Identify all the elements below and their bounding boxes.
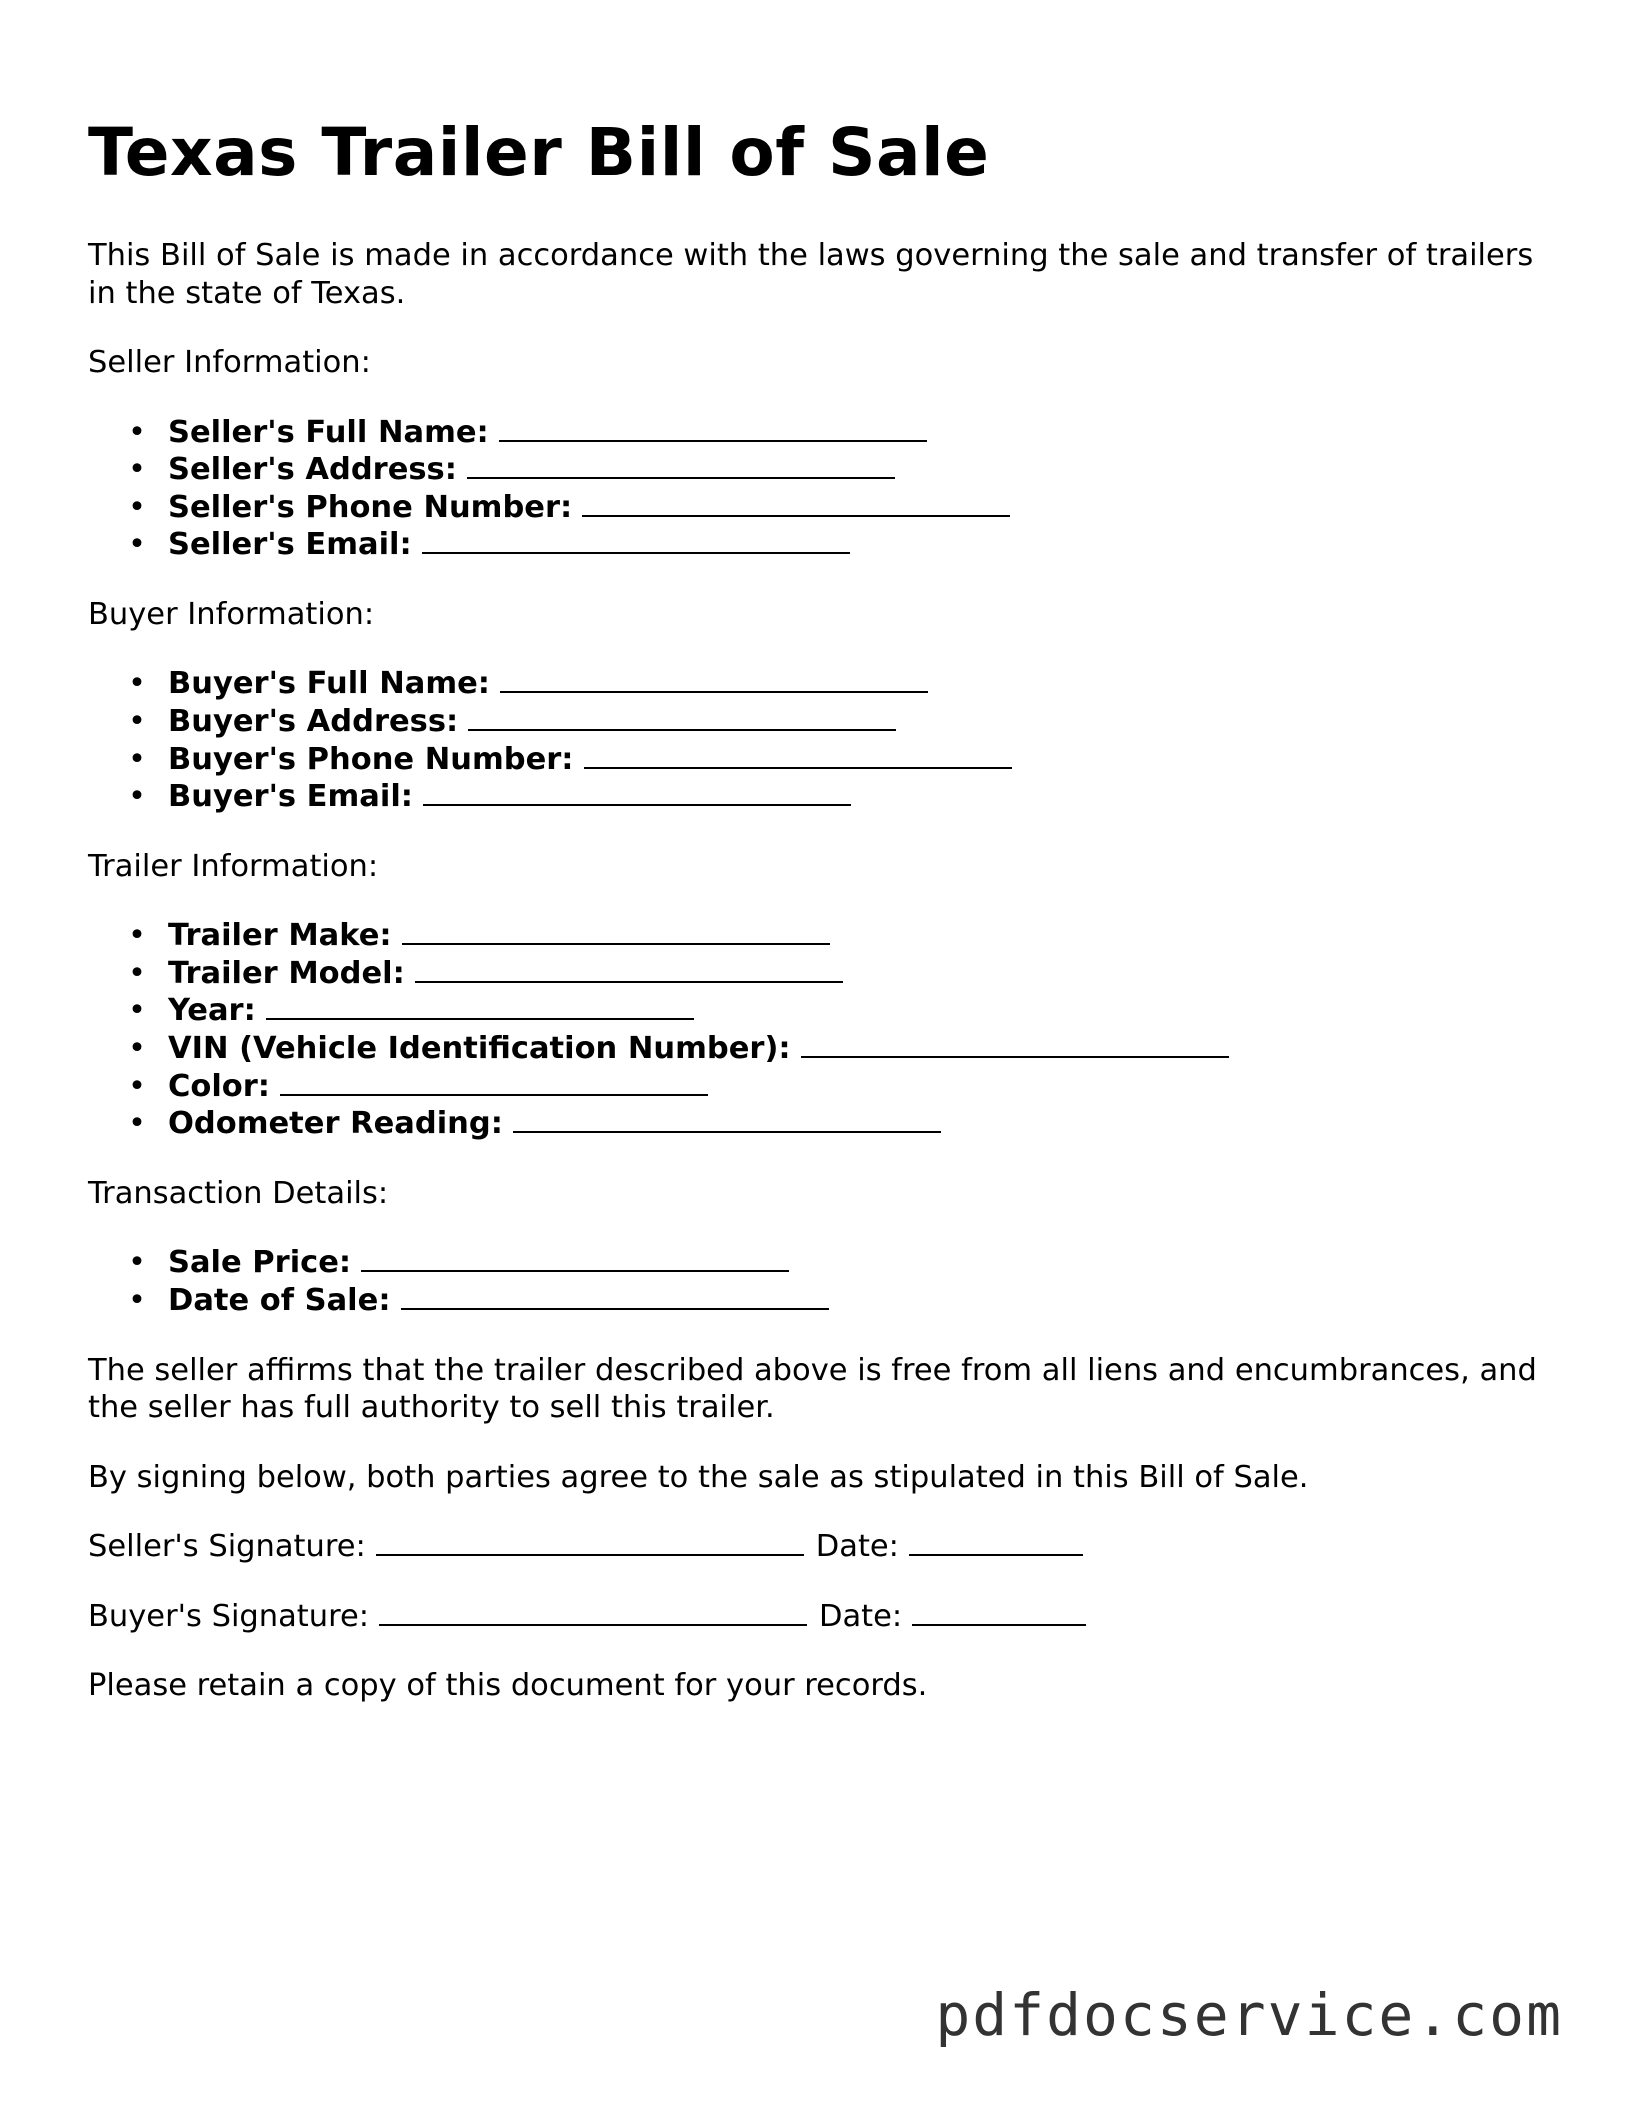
field-item: [128, 955, 1548, 993]
buyer-address-blank[interactable]: [468, 703, 896, 731]
bullet-icon: •: [128, 955, 146, 991]
trailer-field-list: [88, 917, 1548, 1143]
field-label: VIN (Vehicle Identification Number):: [168, 1031, 791, 1067]
buyer-section-label: Buyer Information:: [88, 596, 375, 632]
field-item: [128, 778, 1548, 816]
trailer-section-label: Trailer Information:: [88, 848, 379, 884]
trailer-make-blank[interactable]: [402, 917, 830, 945]
bullet-icon: •: [128, 703, 146, 739]
bullet-icon: •: [128, 1031, 146, 1067]
field-label: Buyer's Full Name:: [168, 666, 491, 702]
field-item: [128, 1282, 1548, 1320]
trailer-odometer-blank[interactable]: [513, 1105, 941, 1133]
closing-paragraph: Please retain a copy of this document for your records.: [88, 1668, 928, 1703]
field-label: Trailer Model:: [168, 955, 405, 991]
buyer-date-blank[interactable]: [912, 1598, 1086, 1626]
intro-paragraph: This Bill of Sale is made in accordance with the laws governing the sale and transfer of trailers in the state of Texas.: [88, 238, 1534, 311]
bullet-icon: •: [128, 1282, 146, 1318]
affirmation-paragraph: The seller affirms that the trailer described above is free from all liens and encumbrances, and the seller has full authority to sell this trailer.: [88, 1352, 1537, 1425]
seller-signature-label: Seller's Signature:: [88, 1529, 366, 1564]
field-label: Year:: [168, 993, 256, 1029]
buyer-signature-label: Buyer's Signature:: [88, 1598, 369, 1634]
field-label: Seller's Email:: [168, 527, 412, 563]
agreement-paragraph: By signing below, both parties agree to the sale as stipulated in this Bill of Sale.: [88, 1459, 1309, 1495]
bullet-icon: •: [128, 741, 146, 777]
field-label: Buyer's Address:: [168, 703, 459, 739]
bullet-icon: •: [128, 918, 146, 954]
bullet-icon: •: [128, 489, 146, 525]
date-of-sale-blank[interactable]: [401, 1282, 829, 1310]
bullet-icon: •: [128, 1068, 146, 1104]
field-item: [128, 992, 1548, 1030]
seller-field-list: [88, 414, 1548, 564]
field-label: Trailer Make:: [168, 918, 392, 954]
seller-date-label: Date:: [815, 1529, 899, 1564]
seller-email-blank[interactable]: [422, 526, 850, 554]
field-label: Sale Price:: [168, 1245, 352, 1281]
field-item: [128, 1068, 1548, 1106]
buyer-email-blank[interactable]: [423, 778, 851, 806]
field-item: [128, 917, 1548, 955]
field-label: Seller's Full Name:: [168, 414, 489, 450]
seller-phone-blank[interactable]: [582, 489, 1010, 517]
field-item: [128, 1244, 1548, 1282]
buyer-signature-blank[interactable]: [379, 1598, 807, 1626]
transaction-field-list: [88, 1244, 1548, 1319]
field-item: [128, 414, 1548, 452]
seller-address-blank[interactable]: [467, 451, 895, 479]
field-item: [128, 703, 1548, 741]
buyer-date-label: Date:: [819, 1598, 903, 1634]
trailer-color-blank[interactable]: [280, 1068, 708, 1096]
bullet-icon: •: [128, 1106, 146, 1142]
bullet-icon: •: [128, 1245, 146, 1281]
field-label: Seller's Phone Number:: [168, 489, 573, 525]
field-item: [128, 451, 1548, 489]
bullet-icon: •: [128, 452, 146, 488]
trailer-year-blank[interactable]: [266, 992, 694, 1020]
sale-price-blank[interactable]: [361, 1244, 789, 1272]
buyer-phone-blank[interactable]: [584, 741, 1012, 769]
buyer-field-list: [88, 665, 1548, 815]
trailer-vin-blank[interactable]: [801, 1030, 1229, 1058]
field-item: [128, 1030, 1548, 1068]
seller-section-label: Seller Information:: [88, 345, 371, 380]
field-item: [128, 665, 1548, 703]
buyer-signature-line: [88, 1598, 1548, 1636]
field-item: [128, 741, 1548, 779]
field-label: Buyer's Phone Number:: [168, 741, 574, 777]
field-label: Date of Sale:: [168, 1282, 391, 1318]
document-title: Texas Trailer Bill of Sale: [88, 114, 990, 191]
seller-date-blank[interactable]: [909, 1528, 1083, 1556]
bullet-icon: •: [128, 666, 146, 702]
bullet-icon: •: [128, 414, 146, 450]
transaction-section-label: Transaction Details:: [88, 1175, 389, 1211]
seller-signature-blank[interactable]: [376, 1528, 804, 1556]
document-page: [88, 108, 1548, 1705]
field-item: [128, 526, 1548, 564]
bullet-icon: •: [128, 779, 146, 815]
field-label: Odometer Reading:: [168, 1106, 503, 1142]
trailer-model-blank[interactable]: [415, 955, 843, 983]
field-item: [128, 489, 1548, 527]
field-label: Buyer's Email:: [168, 779, 413, 815]
buyer-full-name-blank[interactable]: [500, 665, 928, 693]
bullet-icon: •: [128, 527, 146, 563]
field-item: [128, 1105, 1548, 1143]
field-label: Seller's Address:: [168, 452, 457, 488]
bullet-icon: •: [128, 993, 146, 1029]
field-label: Color:: [168, 1068, 270, 1104]
watermark-text: pdfdocservice.com: [935, 1981, 1563, 2049]
seller-full-name-blank[interactable]: [499, 414, 927, 442]
seller-signature-line: [88, 1528, 1548, 1566]
